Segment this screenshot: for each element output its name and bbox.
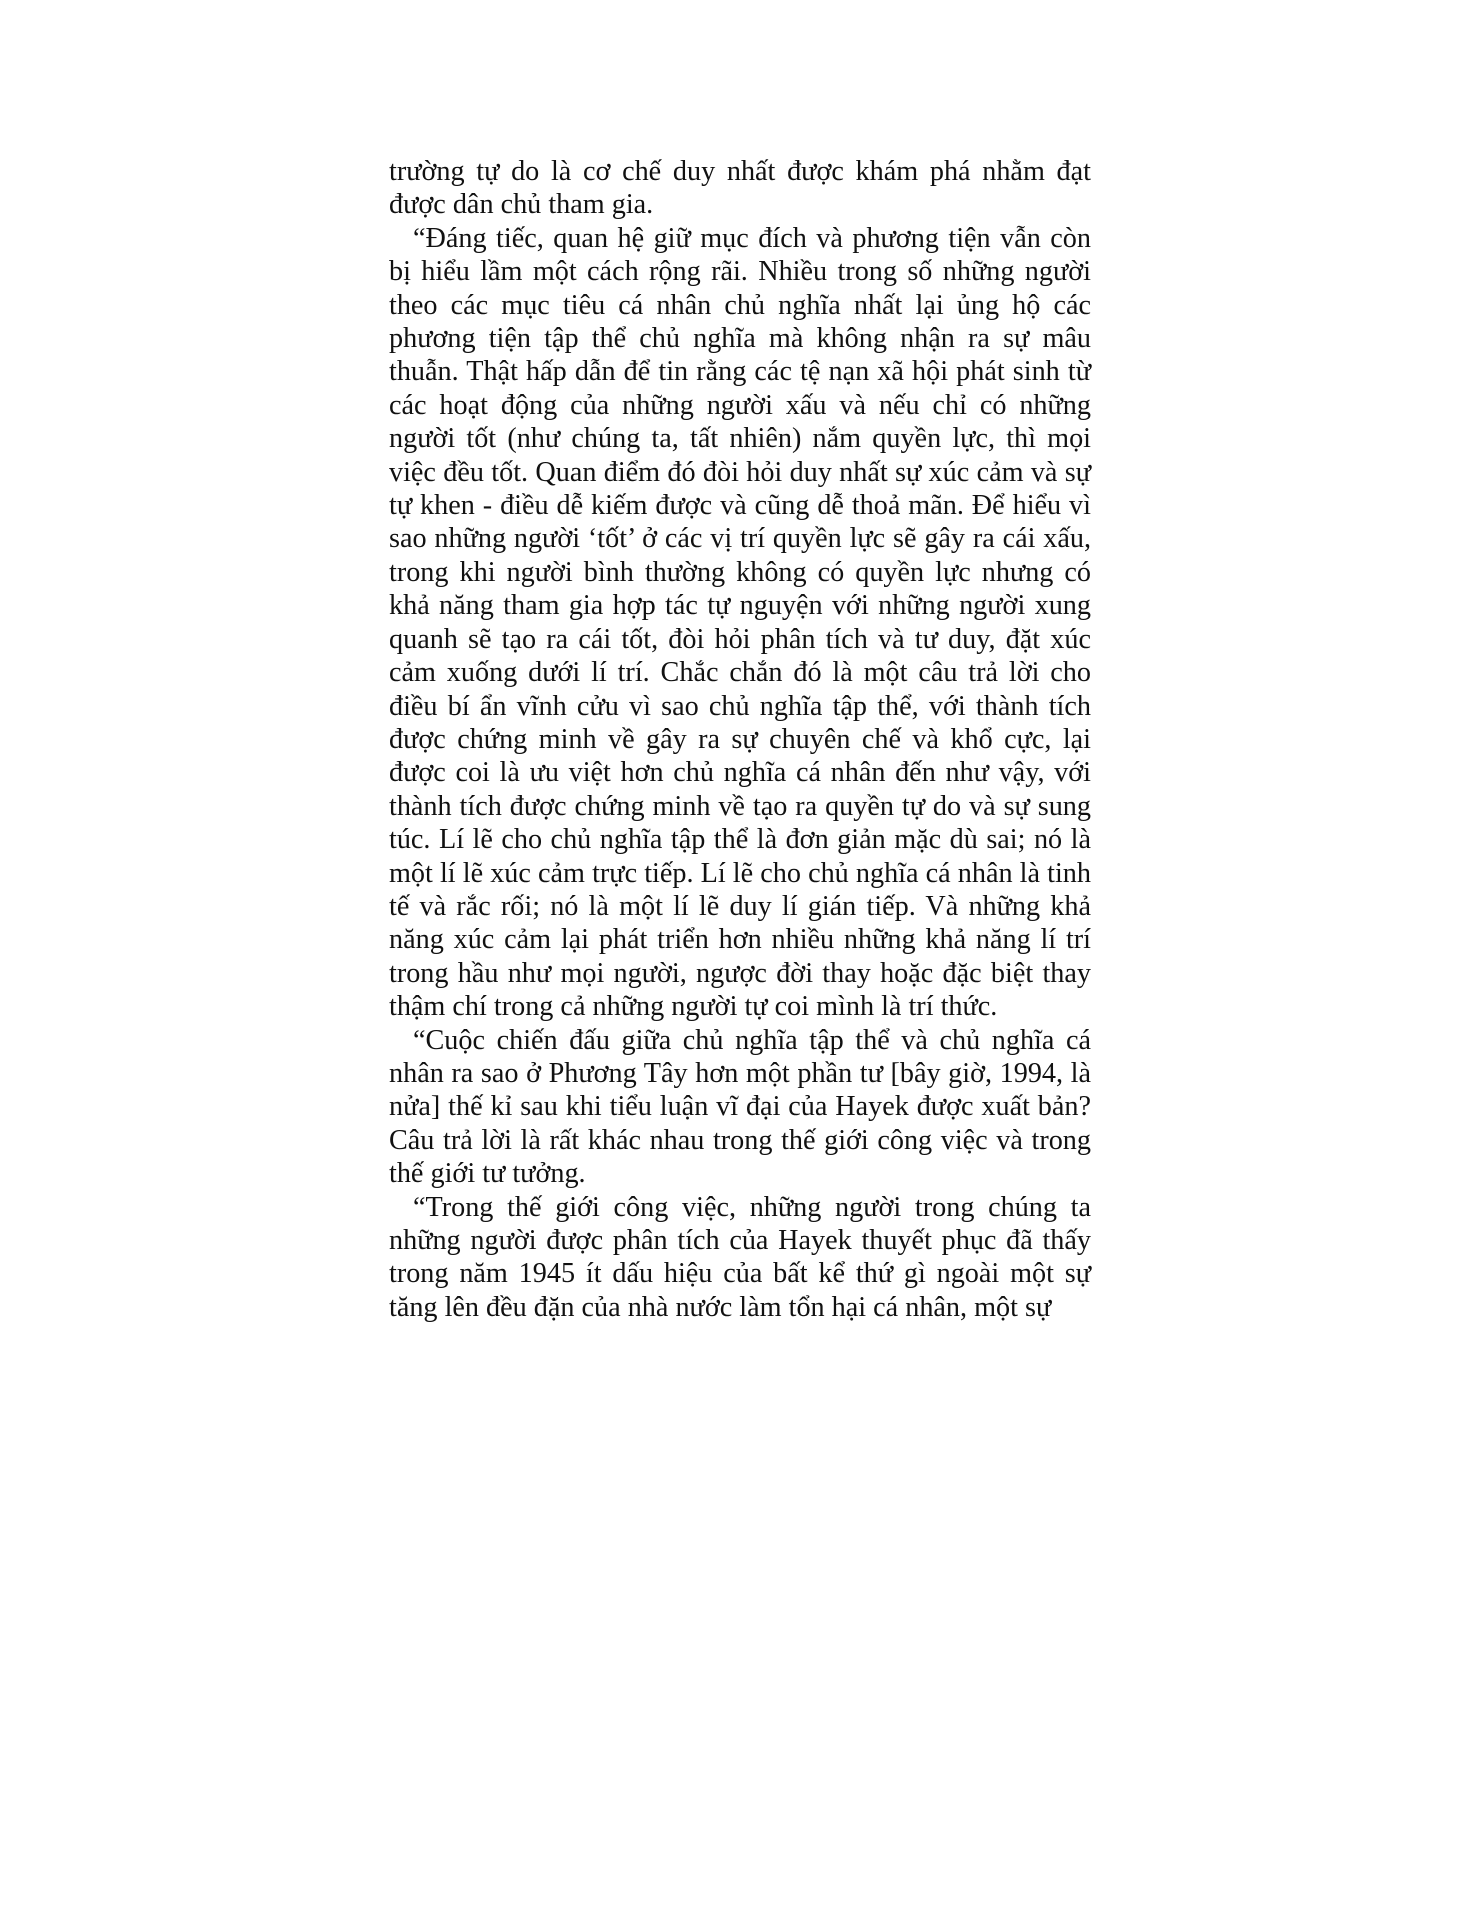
paragraph-quote-3: “Trong thế giới công việc, những người trong chúng ta những người được phân tích của Hayek thuyết phục đã thấy trong năm 1945 ít dấu hiệu của bất kể thứ gì ngoài một sự tăng lên đều đặn của nhà nước làm tổn hại cá nhân, một sự (389, 1191, 1091, 1323)
paragraph-quote-1: “Đáng tiếc, quan hệ giữ mục đích và phương tiện vẫn còn bị hiểu lầm một cách rộng rãi. Nhiều trong số những người theo các mục tiêu cá nhân chủ nghĩa nhất lại ủng hộ các phương tiện tập thể chủ nghĩa mà không nhận ra sự mâu thuẫn. Thật hấp dẫn để tin rằng các tệ nạn xã hội phát sinh từ các hoạt động của những người xấu và nếu chỉ có những người tốt (như chúng ta, tất nhiên) nắm quyền lực, thì mọi việc đều tốt. Quan điểm đó đòi hỏi duy nhất sự xúc cảm và sự tự khen - điều dễ kiếm được và cũng dễ thoả mãn. Để hiểu vì sao những người ‘tốt’ ở các vị trí quyền lực sẽ gây ra cái xấu, trong khi người bình thường không có quyền lực nhưng có khả năng tham gia hợp tác tự nguyện với những người xung quanh sẽ tạo ra cái tốt, đòi hỏi phân tích và tư duy, đặt xúc cảm xuống dưới lí trí. Chắc chắn đó là một câu trả lời cho điều bí ẩn vĩnh cửu vì sao chủ nghĩa tập thể, với thành tích được chứng minh về gây ra sự chuyên chế và khổ cực, lại được coi là ưu việt hơn chủ nghĩa cá nhân đến như vậy, với thành tích được chứng minh về tạo ra quyền tự do và sự sung túc. Lí lẽ cho chủ nghĩa tập thể là đơn giản mặc dù sai; nó là một lí lẽ xúc cảm trực tiếp. Lí lẽ cho chủ nghĩa cá nhân là tinh tế và rắc rối; nó là một lí lẽ duy lí gián tiếp. Và những khả năng xúc cảm lại phát triển hơn nhiều những khả năng lí trí trong hầu như mọi người, ngược đời thay hoặc đặc biệt thay thậm chí trong cả những người tự coi mình là trí thức. (389, 222, 1091, 1023)
paragraph-continuation: trường tự do là cơ chế duy nhất được khám phá nhằm đạt được dân chủ tham gia. (389, 156, 1091, 221)
paragraph-quote-2: “Cuộc chiến đấu giữa chủ nghĩa tập thể và chủ nghĩa cá nhân ra sao ở Phương Tây hơn một phần tư [bây giờ, 1994, là nửa] thế kỉ sau khi tiểu luận vĩ đại của Hayek được xuất bản? Câu trả lời là rất khác nhau trong thế giới công việc và trong thế giới tư tưởng. (389, 1024, 1091, 1190)
body-text (389, 155, 1091, 1324)
